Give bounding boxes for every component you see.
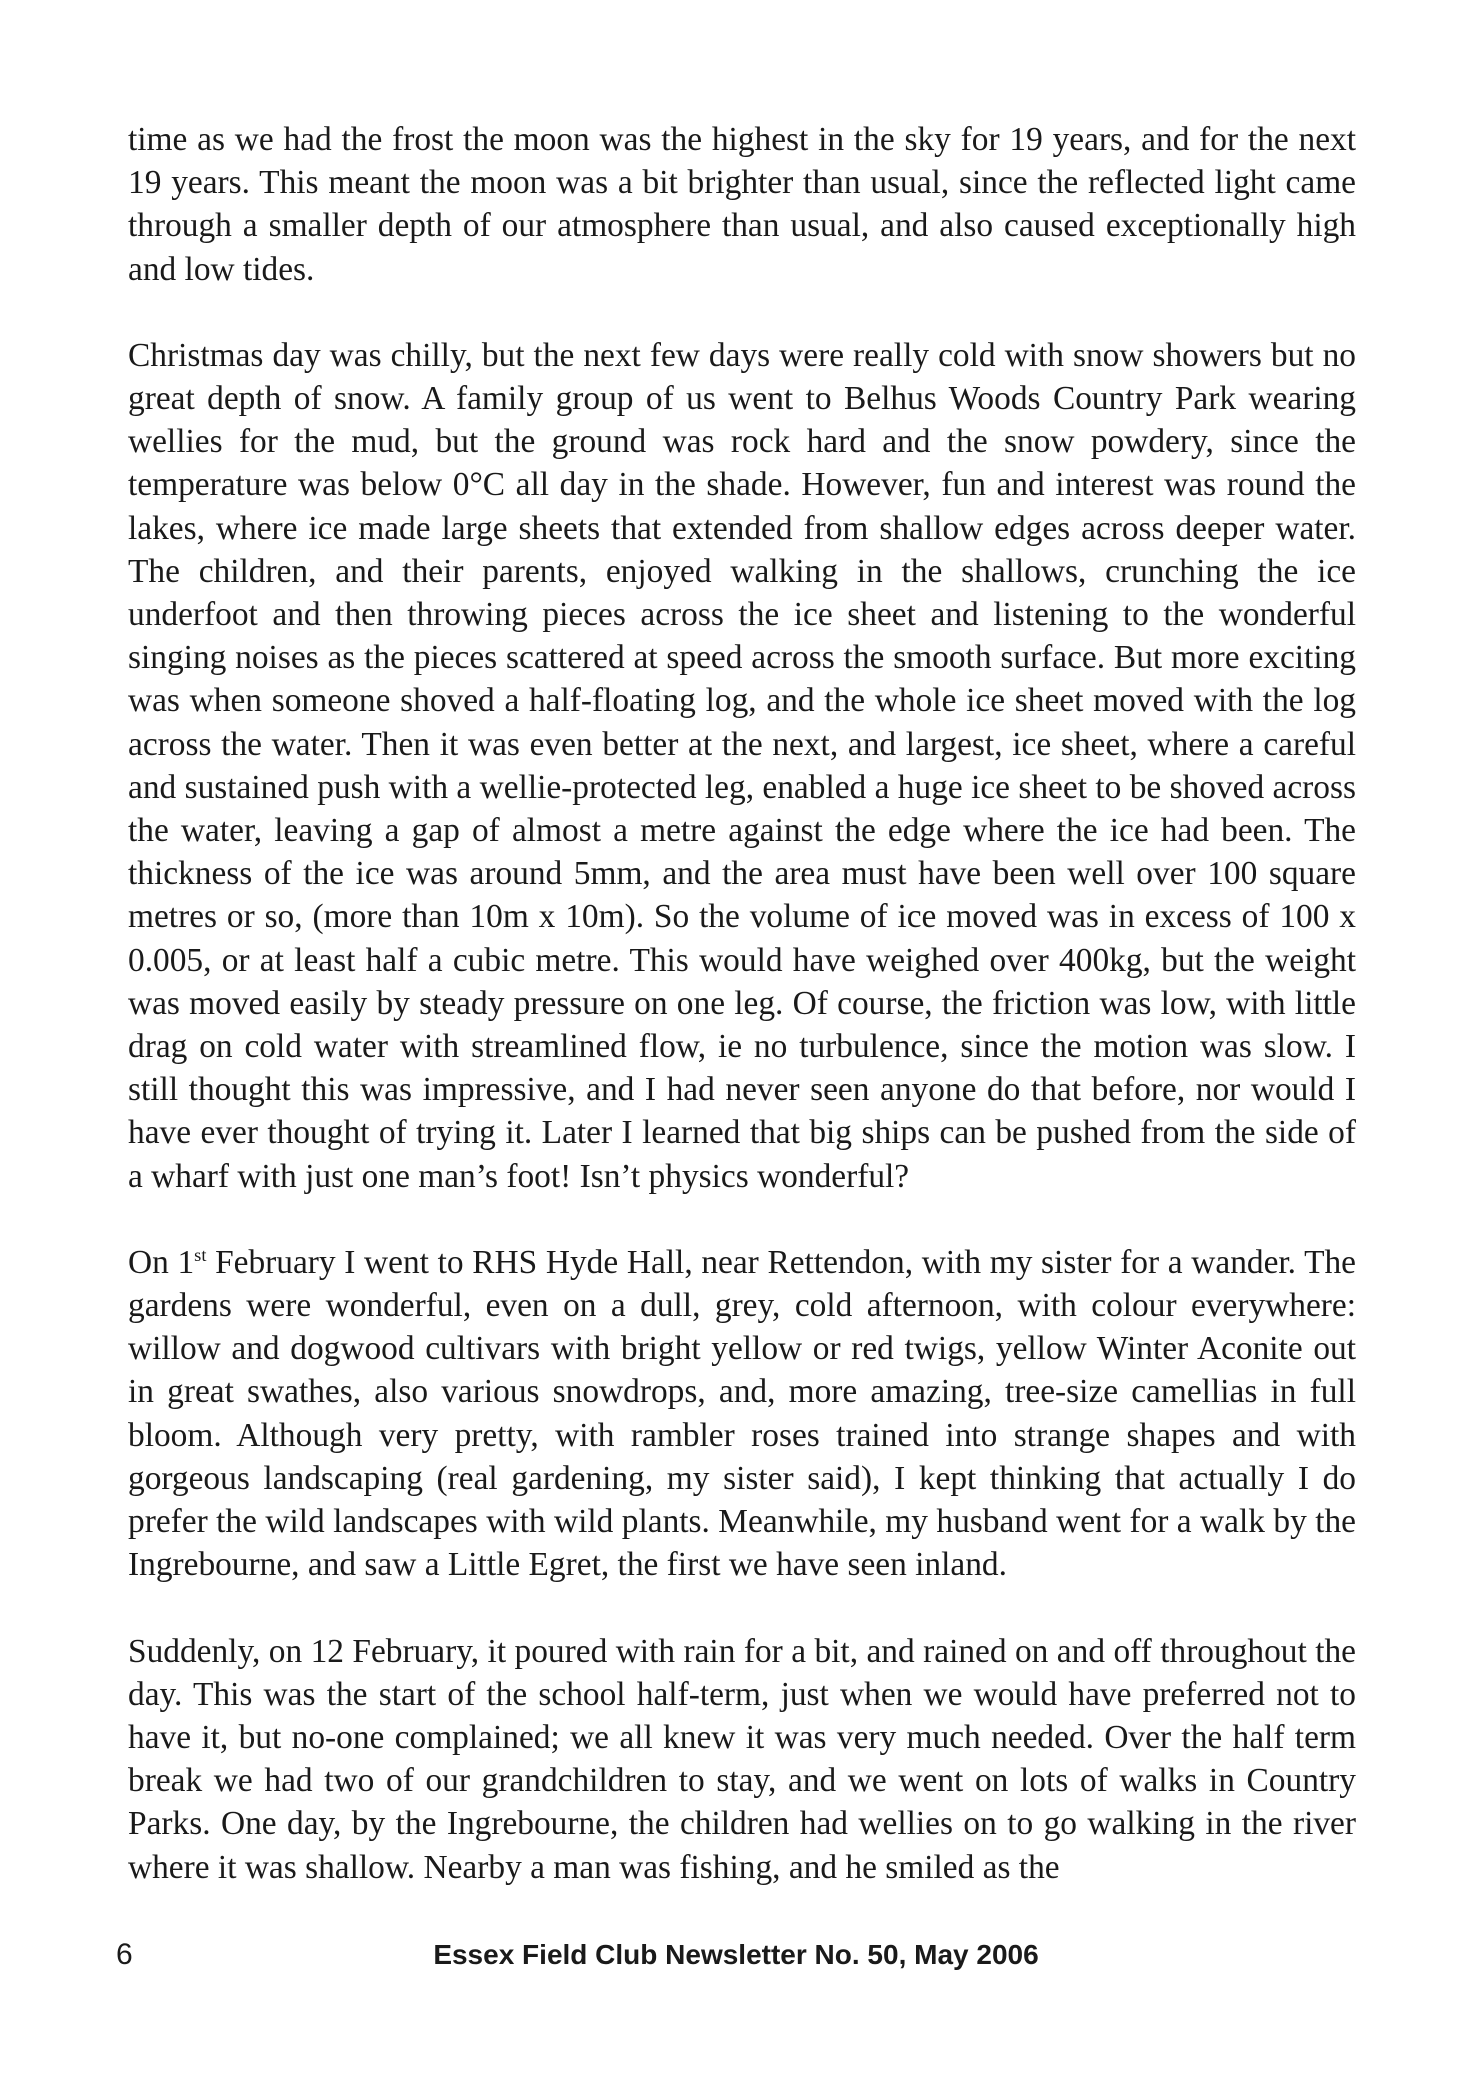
page-footer bbox=[116, 1935, 1356, 1975]
paragraph-christmas-ice: Christmas day was chilly, but the next few days were really cold with snow showers but no great depth of snow. A family group of us went to Belhus Woods Country Park wearing wellies for the mud, but the ground was rock hard and the snow powdery, since the temperature was below 0°C all day in the shade. However, fun and interest was round the lakes, where ice made large sheets that extended from shallow edges across deeper water. The children, and their parents, enjoyed walking in the shallows, crunching the ice underfoot and then throwing pieces across the ice sheet and listening to the wonderful singing noises as the pieces scattered at speed across the smooth surface. But more exciting was when someone shoved a half-floating log, and the whole ice sheet moved with the log across the water. Then it was even better at the next, and largest, ice sheet, where a careful and sustained push with a wellie-protected leg, enabled a huge ice sheet to be shoved across the water, leaving a gap of almost a metre against the edge where the ice had been. The thickness of the ice was around 5mm, and the area must have been well over 100 square metres or so, (more than 10m x 10m). So the volume of ice moved was in excess of 100 x 0.005, or at least half a cubic metre. This would have weighed over 400kg, but the weight was moved easily by steady pressure on one leg. Of course, the friction was low, with little drag on cold water with streamlined flow, ie no turbulence, since the motion was slow. I still thought this was impressive, and I had never seen anyone do that before, nor would I have ever thought of trying it. Later I learned that big ships can be pushed from the side of a wharf with just one man’s foot! Isn’t physics wonderful? bbox=[128, 336, 1356, 1195]
paragraph-hyde-hall-text: February I went to RHS Hyde Hall, near Rettendon, with my sister for a wander. The gardens were wonderful, even on a dull, grey, cold afternoon, with colour everywhere: willow and dogwood cultivars with bright yellow or red twigs, yellow Winter Aconite out in great swathes, also various snowdrops, and, more amazing, tree-size camellias in full bloom. Although very pretty, with rambler roses trained into strange shapes and with gorgeous landscaping (real gardening, my sister said), I kept thinking that actually I do prefer the wild landscapes with wild plants. Meanwhile, my husband went for a walk by the Ingrebourne, and saw a Little Egret, the first we have seen inland. bbox=[128, 1243, 1356, 1584]
ordinal-suffix: st bbox=[194, 1244, 207, 1265]
page-number: 6 bbox=[116, 1938, 133, 1971]
paragraph-rain: Suddenly, on 12 February, it poured with rain for a bit, and rained on and off throughout the day. This was the start of the school half-term, just when we would have preferred not to have it, but no-one complained; we all knew it was very much needed. Over the half term break we had two of our grandchildren to stay, and we went on lots of walks in Country Parks. One day, by the Ingrebourne, the children had wellies on to go walking in the river where it was shallow. Nearby a man was fishing, and he smiled as the bbox=[128, 1632, 1356, 1886]
newsletter-title: Essex Field Club Newsletter No. 50, May 2006 bbox=[433, 1939, 1039, 1970]
paragraph-moon: time as we had the frost the moon was the highest in the sky for 19 years, and for the next 19 years. This meant the moon was a bit brighter than usual, since the reflected light came through a smaller depth of our atmosphere than usual, and also caused exceptionally high and low tides. bbox=[128, 121, 1356, 288]
paragraph-hyde-hall bbox=[128, 1241, 1356, 1587]
article-body bbox=[128, 118, 1356, 1889]
paragraph-hyde-hall-prefix: On 1 bbox=[128, 1243, 195, 1281]
